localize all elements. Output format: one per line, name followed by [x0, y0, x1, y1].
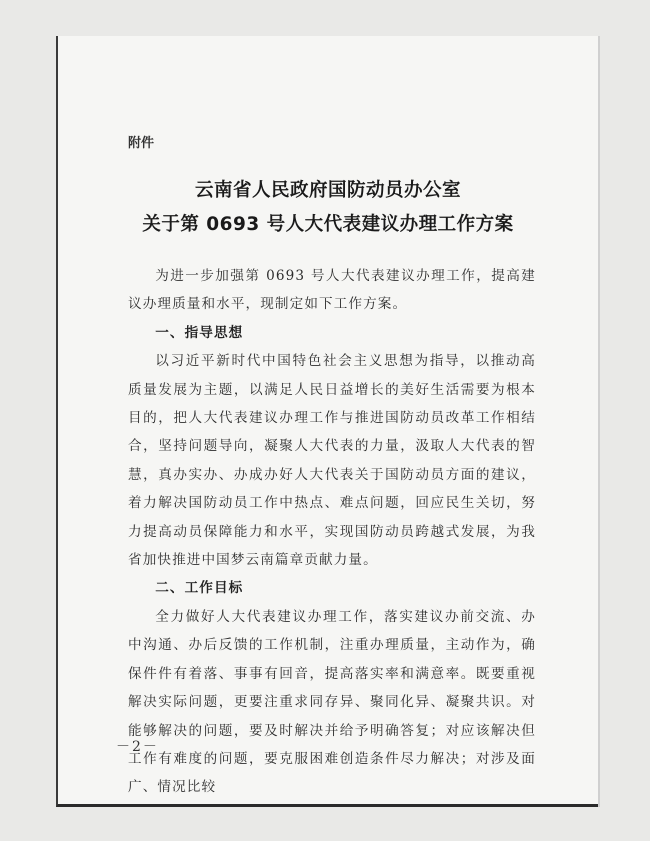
- section-2-heading: 二、工作目标: [155, 580, 244, 597]
- page-number: －2－: [116, 739, 159, 755]
- section-1-heading: 一、指导思想: [155, 324, 244, 341]
- section-1-paragraph: 以习近平新时代中国特色社会主义思想为指导，以推动高质量发展为主题，以满足人民日益增长的美好生活需要为根本目的，把人大代表建议办理工作与推进国防动员改革工作相结合，坚持问题导向，凝聚人大代表的力量，汲取人大代表的智慧，真办实办、办成办好人大代表关于国防动员方面的建议，着力解决国防动员工作中热点、难点问题，回应民生关切，努力提高动员保障能力和水平，实现国防动员跨越式发展，为我省加快推进中国梦云南篇章贡献力量。: [128, 353, 536, 569]
- attachment-label: 附件: [128, 136, 155, 151]
- document-page: [56, 36, 598, 807]
- document-title-line-1: 云南省人民政府国防动员办公室: [194, 180, 461, 201]
- section-2-paragraph: 全力做好人大代表建议办理工作，落实建议办前交流、办中沟通、办后反馈的工作机制，注重办理质量，主动作为，确保件件有着落、事事有回音，提高落实率和满意率。既要重视解决实际问题，更要注重求同存异、聚同化异、凝聚共识。对能够解决的问题，要及时解决并给予明确答复；对应该解决但工作有难度的问题，要克服困难创造条件尽力解决；对涉及面广、情况比较: [128, 608, 536, 796]
- document-title-line-2: 关于第 0693 号人大代表建议办理工作方案: [142, 214, 514, 235]
- intro-paragraph: 为进一步加强第 0693 号人大代表建议办理工作，提高建议办理质量和水平，现制定如下工作方案。: [128, 268, 536, 313]
- document-body: [128, 262, 536, 802]
